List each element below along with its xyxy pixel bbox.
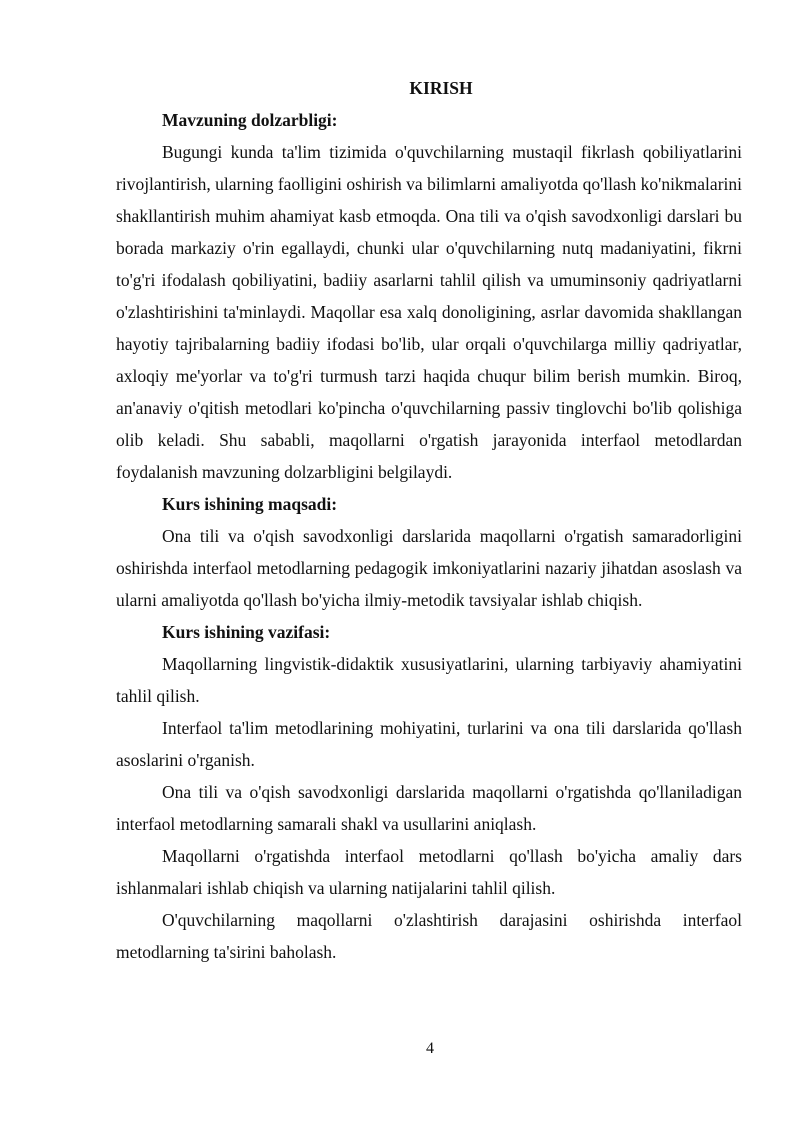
section-tasks — [116, 616, 742, 968]
section-goal — [116, 488, 742, 616]
section-heading-tasks: Kurs ishining vazifasi: — [162, 622, 331, 642]
document-title: KIRISH — [409, 78, 473, 98]
paragraph-relevance: Bugungi kunda ta'lim tizimida o'quvchilarning mustaqil fikrlash qobiliyatlarini rivojlantirish, ularning faolligini oshirish va bilimlarni amaliyotda qo'llash ko'nikmalarini shakllantirish muhim ahamiyat kasb etmoqda. Ona tili va o'qish savodxonligi darslari bu borada markaziy o'rin egallaydi, chunki ular o'quvchilarning nutq madaniyatini, fikrni to'g'ri ifodalash qobiliyatini, badiiy asarlarni tahlil qilish va umuminsoniy qadriyatlarni o'zlashtirishini ta'minlaydi. Maqollar esa xalq donoligining, asrlar davomida shakllangan hayotiy tajribalarning badiiy ifodasi bo'lib, ular orqali o'quvchilarga milliy qadriyatlar, axloqiy me'yorlar va to'g'ri turmush tarzi haqida chuqur bilim berish mumkin. Biroq, an'anaviy o'qitish metodlari ko'pincha o'quvchilarning passiv tinglovchi bo'lib qolishiga olib keladi. Shu sababli, maqollarni o'rgatish jarayonida interfaol metodlardan foydalanish mavzuning dolzarbligini belgilaydi. — [116, 142, 742, 482]
task-paragraph: Interfaol ta'lim metodlarining mohiyatini, turlarini va ona tili darslarida qo'llash asoslarini o'rganish. — [116, 718, 742, 770]
section-heading-goal: Kurs ishining maqsadi: — [162, 494, 338, 514]
task-paragraph: Maqollarning lingvistik-didaktik xususiyatlarini, ularning tarbiyaviy ahamiyatini tahlil qilish. — [116, 654, 742, 706]
document-page — [116, 72, 742, 968]
task-paragraph: O'quvchilarning maqollarni o'zlashtirish darajasini oshirishda interfaol metodlarning ta'sirini baholash. — [116, 910, 742, 962]
task-paragraph: Maqollarni o'rgatishda interfaol metodlarni qo'llash bo'yicha amaliy dars ishlanmalari ishlab chiqish va ularning natijalarini tahlil qilish. — [116, 846, 742, 898]
task-paragraph: Ona tili va o'qish savodxonligi darslarida maqollarni o'rgatishda qo'llaniladigan interfaol metodlarning samarali shakl va usullarini aniqlash. — [116, 782, 742, 834]
page-number: 4 — [426, 1040, 434, 1057]
section-heading-relevance: Mavzuning dolzarbligi: — [162, 110, 338, 130]
paragraph-goal: Ona tili va o'qish savodxonligi darslarida maqollarni o'rgatish samaradorligini oshirishda interfaol metodlarning pedagogik imkoniyatlarini nazariy jihatdan asoslash va ularni amaliyotda qo'llash bo'yicha ilmiy-metodik tavsiyalar ishlab chiqish. — [116, 526, 742, 610]
section-relevance — [116, 104, 742, 488]
